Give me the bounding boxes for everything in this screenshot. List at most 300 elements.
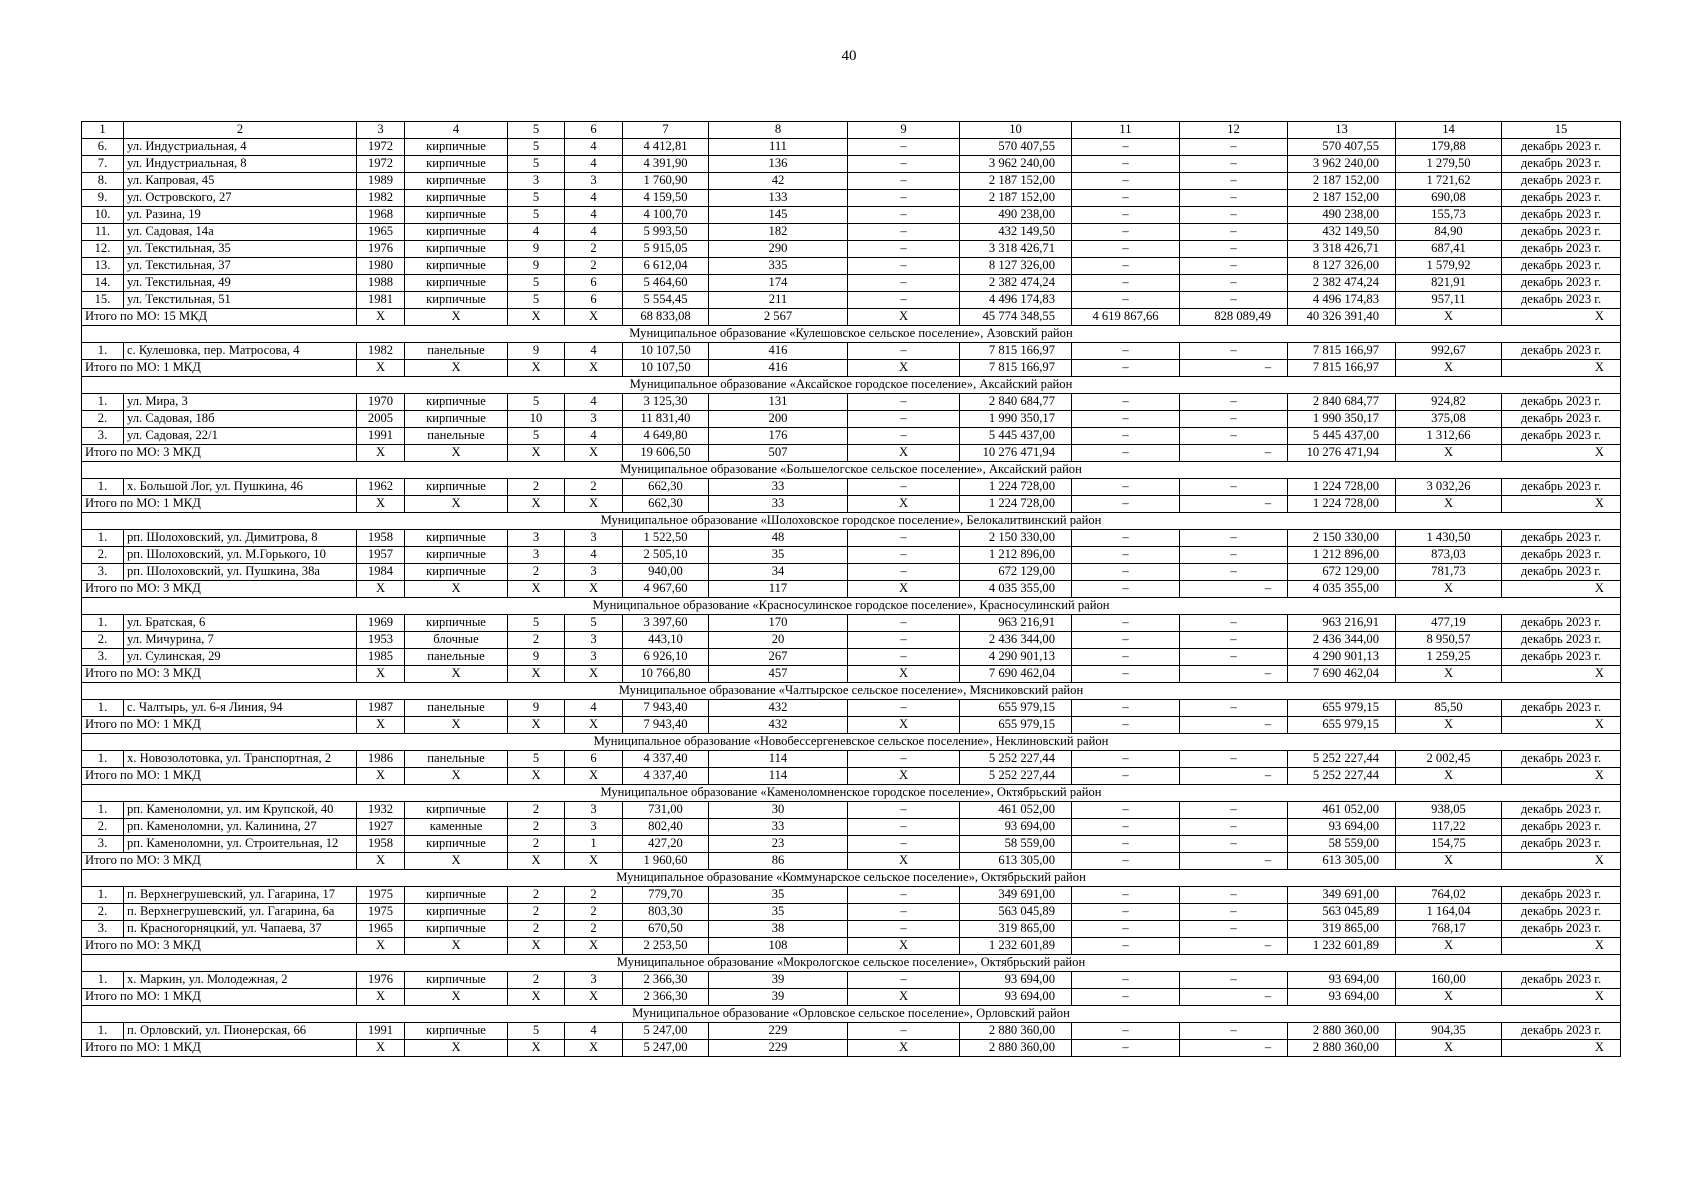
table-cell: – xyxy=(848,530,960,547)
total-cell: – xyxy=(1180,581,1288,598)
table-cell: декабрь 2023 г. xyxy=(1502,241,1621,258)
table-cell: 5 247,00 xyxy=(623,1023,709,1040)
total-cell: – xyxy=(1072,666,1180,683)
table-cell: 3 xyxy=(508,530,565,547)
total-cell: X xyxy=(508,853,565,870)
total-row xyxy=(82,309,1621,326)
table-cell: 1957 xyxy=(357,547,405,564)
table-cell: 4 xyxy=(565,224,623,241)
table-cell: 1991 xyxy=(357,1023,405,1040)
table-cell: 2 436 344,00 xyxy=(1288,632,1396,649)
table-cell: – xyxy=(1072,428,1180,445)
table-cell: – xyxy=(848,904,960,921)
row-number: 12. xyxy=(82,241,124,258)
page-number: 40 xyxy=(841,48,857,64)
total-cell: – xyxy=(1072,581,1180,598)
total-cell: – xyxy=(1072,989,1180,1006)
table-cell: 4 391,90 xyxy=(623,156,709,173)
table-cell: 182 xyxy=(709,224,848,241)
table-cell: – xyxy=(848,751,960,768)
total-cell: 1 232 601,89 xyxy=(1288,938,1396,955)
table-cell: 432 149,50 xyxy=(960,224,1072,241)
section-title: Муниципальное образование «Шолоховское городское поселение», Белокалитвинский район xyxy=(82,513,1621,530)
total-cell: 828 089,49 xyxy=(1180,309,1288,326)
table-cell: – xyxy=(1180,819,1288,836)
total-row xyxy=(82,496,1621,513)
table-cell: 2 382 474,24 xyxy=(960,275,1072,292)
column-number: 13 xyxy=(1288,122,1396,139)
total-cell: – xyxy=(1180,717,1288,734)
table-cell: декабрь 2023 г. xyxy=(1502,1023,1621,1040)
table-cell: 2 002,45 xyxy=(1396,751,1502,768)
row-number: 2. xyxy=(82,819,124,836)
table-cell: 1969 xyxy=(357,615,405,632)
table-cell: – xyxy=(1072,547,1180,564)
table-cell: 335 xyxy=(709,258,848,275)
table-cell: 672 129,00 xyxy=(960,564,1072,581)
total-cell: 86 xyxy=(709,853,848,870)
section-title: Муниципальное образование «Коммунарское сельское поселение», Октябрьский район xyxy=(82,870,1621,887)
table-cell: 924,82 xyxy=(1396,394,1502,411)
table-cell: 229 xyxy=(709,1023,848,1040)
table-cell: 9 xyxy=(508,258,565,275)
table-cell: 3 962 240,00 xyxy=(1288,156,1396,173)
table-row xyxy=(82,632,1621,649)
table-cell: декабрь 2023 г. xyxy=(1502,173,1621,190)
column-number: 4 xyxy=(405,122,508,139)
table-cell: 2 187 152,00 xyxy=(960,173,1072,190)
total-cell: 114 xyxy=(709,768,848,785)
total-cell: – xyxy=(1180,853,1288,870)
section-title: Муниципальное образование «Каменоломненское городское поселение», Октябрьский район xyxy=(82,785,1621,802)
row-number: 1. xyxy=(82,394,124,411)
total-cell: 10 107,50 xyxy=(623,360,709,377)
table-cell: – xyxy=(848,615,960,632)
row-number: 1. xyxy=(82,802,124,819)
table-cell: – xyxy=(848,292,960,309)
table-cell: – xyxy=(848,564,960,581)
table-cell: 992,67 xyxy=(1396,343,1502,360)
table-cell: – xyxy=(848,819,960,836)
table-cell: 5 xyxy=(508,156,565,173)
total-cell: – xyxy=(1180,938,1288,955)
address-cell: рп. Каменоломни, ул. Строительная, 12 xyxy=(124,836,357,853)
table-cell: – xyxy=(1072,802,1180,819)
total-row xyxy=(82,360,1621,377)
table-cell: декабрь 2023 г. xyxy=(1502,292,1621,309)
table-cell: 963 216,91 xyxy=(1288,615,1396,632)
table-cell: 3 032,26 xyxy=(1396,479,1502,496)
table-cell: 4 337,40 xyxy=(623,751,709,768)
table-cell: 803,30 xyxy=(623,904,709,921)
section-header-row xyxy=(82,462,1621,479)
table-cell: 1 312,66 xyxy=(1396,428,1502,445)
address-cell: ул. Капровая, 45 xyxy=(124,173,357,190)
table-cell: 290 xyxy=(709,241,848,258)
table-cell: 3 xyxy=(565,530,623,547)
total-cell: X xyxy=(508,717,565,734)
column-number: 12 xyxy=(1180,122,1288,139)
table-cell: 2 xyxy=(508,479,565,496)
total-cell: X xyxy=(565,938,623,955)
table-cell: панельные xyxy=(405,751,508,768)
row-number: 1. xyxy=(82,530,124,547)
table-cell: 490 238,00 xyxy=(960,207,1072,224)
total-cell: X xyxy=(1502,445,1621,462)
table-cell: – xyxy=(1180,207,1288,224)
total-cell: X xyxy=(1502,853,1621,870)
table-cell: кирпичные xyxy=(405,530,508,547)
total-cell: 39 xyxy=(709,989,848,1006)
table-cell: 267 xyxy=(709,649,848,666)
table-row xyxy=(82,649,1621,666)
total-cell: X xyxy=(848,717,960,734)
total-cell: X xyxy=(1502,360,1621,377)
table-cell: 154,75 xyxy=(1396,836,1502,853)
table-row xyxy=(82,819,1621,836)
row-number: 13. xyxy=(82,258,124,275)
table-cell: 2 xyxy=(508,802,565,819)
total-cell: X xyxy=(405,989,508,1006)
address-cell: ул. Текстильная, 49 xyxy=(124,275,357,292)
total-cell: X xyxy=(405,445,508,462)
section-title: Муниципальное образование «Большелогское сельское поселение», Аксайский район xyxy=(82,462,1621,479)
total-cell: X xyxy=(405,1040,508,1057)
total-cell: 4 619 867,66 xyxy=(1072,309,1180,326)
total-cell: 7 690 462,04 xyxy=(1288,666,1396,683)
table-cell: 39 xyxy=(709,972,848,989)
table-cell: 8 127 326,00 xyxy=(1288,258,1396,275)
total-cell: – xyxy=(1072,1040,1180,1057)
total-cell: 613 305,00 xyxy=(960,853,1072,870)
table-cell: 58 559,00 xyxy=(960,836,1072,853)
table-cell: – xyxy=(1072,836,1180,853)
row-number: 15. xyxy=(82,292,124,309)
table-cell: кирпичные xyxy=(405,836,508,853)
total-cell: X xyxy=(508,309,565,326)
row-number: 3. xyxy=(82,564,124,581)
total-cell: X xyxy=(848,496,960,513)
table-cell: 904,35 xyxy=(1396,1023,1502,1040)
table-cell: – xyxy=(848,207,960,224)
total-cell: – xyxy=(1072,496,1180,513)
total-cell: X xyxy=(1396,768,1502,785)
table-cell: 477,19 xyxy=(1396,615,1502,632)
table-cell: – xyxy=(1072,819,1180,836)
table-cell: 670,50 xyxy=(623,921,709,938)
table-cell: декабрь 2023 г. xyxy=(1502,258,1621,275)
table-row xyxy=(82,258,1621,275)
table-cell: 4 xyxy=(565,139,623,156)
table-cell: – xyxy=(1180,224,1288,241)
table-cell: 2 xyxy=(508,564,565,581)
total-cell: X xyxy=(565,1040,623,1057)
section-title: Муниципальное образование «Красносулинское городское поселение», Красносулинский район xyxy=(82,598,1621,615)
column-number: 9 xyxy=(848,122,960,139)
table-cell: 2 840 684,77 xyxy=(960,394,1072,411)
total-cell: X xyxy=(1502,666,1621,683)
table-cell: 349 691,00 xyxy=(1288,887,1396,904)
table-cell: 2 xyxy=(565,479,623,496)
table-cell: 5 xyxy=(508,190,565,207)
table-cell: 133 xyxy=(709,190,848,207)
table-cell: 940,00 xyxy=(623,564,709,581)
table-cell: 2 187 152,00 xyxy=(960,190,1072,207)
total-row xyxy=(82,1040,1621,1057)
table-cell: 1989 xyxy=(357,173,405,190)
column-number: 8 xyxy=(709,122,848,139)
table-cell: 2 187 152,00 xyxy=(1288,190,1396,207)
table-cell: 1 721,62 xyxy=(1396,173,1502,190)
table-cell: 461 052,00 xyxy=(1288,802,1396,819)
table-cell: – xyxy=(1180,1023,1288,1040)
total-cell: X xyxy=(1502,989,1621,1006)
table-cell: панельные xyxy=(405,649,508,666)
table-cell: 5 xyxy=(508,139,565,156)
total-cell: X xyxy=(1396,989,1502,1006)
total-label: Итого по МО: 3 МКД xyxy=(82,666,357,683)
total-cell: 662,30 xyxy=(623,496,709,513)
table-cell: – xyxy=(848,173,960,190)
table-cell: декабрь 2023 г. xyxy=(1502,802,1621,819)
total-cell: X xyxy=(357,768,405,785)
table-cell: 85,50 xyxy=(1396,700,1502,717)
total-cell: X xyxy=(1396,666,1502,683)
table-cell: – xyxy=(1072,1023,1180,1040)
table-cell: – xyxy=(1180,972,1288,989)
table-cell: 1 760,90 xyxy=(623,173,709,190)
total-cell: 19 606,50 xyxy=(623,445,709,462)
table-cell: 4 290 901,13 xyxy=(1288,649,1396,666)
total-cell: – xyxy=(1072,938,1180,955)
table-row xyxy=(82,479,1621,496)
table-cell: – xyxy=(848,836,960,853)
table-cell: 938,05 xyxy=(1396,802,1502,819)
address-cell: ул. Индустриальная, 8 xyxy=(124,156,357,173)
table-cell: 768,17 xyxy=(1396,921,1502,938)
table-cell: – xyxy=(1072,394,1180,411)
table-cell: 111 xyxy=(709,139,848,156)
table-cell: 570 407,55 xyxy=(1288,139,1396,156)
table-row xyxy=(82,615,1621,632)
table-cell: 9 xyxy=(508,343,565,360)
table-cell: – xyxy=(1072,275,1180,292)
table-cell: – xyxy=(1072,564,1180,581)
table-cell: – xyxy=(1072,207,1180,224)
total-row xyxy=(82,717,1621,734)
table-cell: 20 xyxy=(709,632,848,649)
address-cell: ул. Мичурина, 7 xyxy=(124,632,357,649)
total-cell: X xyxy=(1502,581,1621,598)
table-cell: 7 815 166,97 xyxy=(960,343,1072,360)
table-cell: 35 xyxy=(709,547,848,564)
total-cell: X xyxy=(1396,938,1502,955)
total-cell: X xyxy=(508,581,565,598)
total-cell: – xyxy=(1180,496,1288,513)
table-cell: 38 xyxy=(709,921,848,938)
table-cell: 3 xyxy=(565,819,623,836)
table-cell: кирпичные xyxy=(405,615,508,632)
total-cell: X xyxy=(357,989,405,1006)
total-cell: X xyxy=(565,853,623,870)
total-cell: X xyxy=(508,360,565,377)
total-cell: 93 694,00 xyxy=(960,989,1072,1006)
table-cell: 3 962 240,00 xyxy=(960,156,1072,173)
table-cell: декабрь 2023 г. xyxy=(1502,819,1621,836)
table-cell: 34 xyxy=(709,564,848,581)
total-cell: X xyxy=(1502,768,1621,785)
table-cell: – xyxy=(1072,139,1180,156)
table-cell: – xyxy=(1180,615,1288,632)
table-cell: 3 xyxy=(565,632,623,649)
table-cell: 7 943,40 xyxy=(623,700,709,717)
table-cell: – xyxy=(1180,904,1288,921)
table-cell: 6 xyxy=(565,751,623,768)
table-cell: – xyxy=(848,479,960,496)
row-number: 1. xyxy=(82,887,124,904)
table-cell: кирпичные xyxy=(405,258,508,275)
table-cell: кирпичные xyxy=(405,207,508,224)
table-row xyxy=(82,904,1621,921)
table-row xyxy=(82,139,1621,156)
section-header-row xyxy=(82,377,1621,394)
table-cell: кирпичные xyxy=(405,190,508,207)
table-cell: 58 559,00 xyxy=(1288,836,1396,853)
total-cell: X xyxy=(357,581,405,598)
table-cell: – xyxy=(1180,547,1288,564)
table-row xyxy=(82,275,1621,292)
table-body xyxy=(82,122,1621,1057)
table-cell: кирпичные xyxy=(405,802,508,819)
total-cell: 108 xyxy=(709,938,848,955)
table-cell: – xyxy=(1072,649,1180,666)
table-row xyxy=(82,530,1621,547)
table-cell: 1980 xyxy=(357,258,405,275)
total-cell: – xyxy=(1180,666,1288,683)
table-cell: 93 694,00 xyxy=(960,819,1072,836)
section-header-row xyxy=(82,955,1621,972)
table-cell: декабрь 2023 г. xyxy=(1502,139,1621,156)
table-cell: 2 xyxy=(508,904,565,921)
table-cell: 23 xyxy=(709,836,848,853)
table-cell: 136 xyxy=(709,156,848,173)
table-cell: 42 xyxy=(709,173,848,190)
total-cell: 10 766,80 xyxy=(623,666,709,683)
total-cell: 1 960,60 xyxy=(623,853,709,870)
table-cell: – xyxy=(1072,411,1180,428)
address-cell: п. Верхнегрушевский, ул. Гагарина, 17 xyxy=(124,887,357,904)
column-number: 11 xyxy=(1072,122,1180,139)
table-cell: 2 xyxy=(508,887,565,904)
table-cell: 5 xyxy=(508,207,565,224)
table-cell: 963 216,91 xyxy=(960,615,1072,632)
address-cell: рп. Шолоховский, ул. Димитрова, 8 xyxy=(124,530,357,547)
table-cell: декабрь 2023 г. xyxy=(1502,615,1621,632)
table-cell: 6 xyxy=(565,275,623,292)
table-cell: декабрь 2023 г. xyxy=(1502,428,1621,445)
table-cell: декабрь 2023 г. xyxy=(1502,649,1621,666)
table-cell: 662,30 xyxy=(623,479,709,496)
total-cell: X xyxy=(1396,360,1502,377)
table-cell: 655 979,15 xyxy=(960,700,1072,717)
row-number: 3. xyxy=(82,921,124,938)
table-cell: 5 xyxy=(508,615,565,632)
table-cell: 672 129,00 xyxy=(1288,564,1396,581)
table-cell: 490 238,00 xyxy=(1288,207,1396,224)
table-cell: – xyxy=(1072,921,1180,938)
table-cell: 3 125,30 xyxy=(623,394,709,411)
table-cell: 4 xyxy=(565,547,623,564)
table-cell: 1 990 350,17 xyxy=(1288,411,1396,428)
row-number: 3. xyxy=(82,836,124,853)
table-cell: 5 xyxy=(508,751,565,768)
table-cell: 2 xyxy=(508,972,565,989)
table-cell: 957,11 xyxy=(1396,292,1502,309)
total-cell: 4 035 355,00 xyxy=(1288,581,1396,598)
row-number: 8. xyxy=(82,173,124,190)
total-cell: X xyxy=(848,989,960,1006)
total-label: Итого по МО: 3 МКД xyxy=(82,938,357,955)
total-cell: X xyxy=(405,360,508,377)
section-header-row xyxy=(82,326,1621,343)
table-cell: – xyxy=(1180,292,1288,309)
table-cell: 2 187 152,00 xyxy=(1288,173,1396,190)
table-cell: 319 865,00 xyxy=(1288,921,1396,938)
table-cell: 1 259,25 xyxy=(1396,649,1502,666)
section-title: Муниципальное образование «Орловское сельское поселение», Орловский район xyxy=(82,1006,1621,1023)
table-cell: 93 694,00 xyxy=(1288,819,1396,836)
table-cell: 5 252 227,44 xyxy=(960,751,1072,768)
table-row xyxy=(82,241,1621,258)
total-cell: X xyxy=(1396,581,1502,598)
table-cell: 1958 xyxy=(357,530,405,547)
table-cell: 5 445 437,00 xyxy=(1288,428,1396,445)
table-cell: 117,22 xyxy=(1396,819,1502,836)
table-cell: 4 xyxy=(565,428,623,445)
table-cell: – xyxy=(848,275,960,292)
total-cell: X xyxy=(848,853,960,870)
table-cell: 2 xyxy=(565,241,623,258)
table-cell: 3 xyxy=(565,411,623,428)
table-row xyxy=(82,190,1621,207)
table-cell: 1958 xyxy=(357,836,405,853)
table-cell: 1972 xyxy=(357,139,405,156)
total-cell: X xyxy=(357,1040,405,1057)
table-cell: 1 430,50 xyxy=(1396,530,1502,547)
table-cell: 114 xyxy=(709,751,848,768)
total-cell: 117 xyxy=(709,581,848,598)
table-cell: – xyxy=(1180,241,1288,258)
table-cell: панельные xyxy=(405,700,508,717)
address-cell: п. Красногорняцкий, ул. Чапаева, 37 xyxy=(124,921,357,938)
address-cell: п. Верхнегрушевский, ул. Гагарина, 6а xyxy=(124,904,357,921)
table-cell: кирпичные xyxy=(405,479,508,496)
table-cell: – xyxy=(848,1023,960,1040)
table-cell: декабрь 2023 г. xyxy=(1502,190,1621,207)
table-row xyxy=(82,751,1621,768)
table-cell: 1991 xyxy=(357,428,405,445)
table-cell: декабрь 2023 г. xyxy=(1502,921,1621,938)
table-row xyxy=(82,343,1621,360)
address-cell: ул. Садовая, 22/1 xyxy=(124,428,357,445)
total-cell: 4 967,60 xyxy=(623,581,709,598)
total-cell: X xyxy=(848,360,960,377)
table-cell: кирпичные xyxy=(405,904,508,921)
table-cell: кирпичные xyxy=(405,972,508,989)
table-cell: декабрь 2023 г. xyxy=(1502,156,1621,173)
table-cell: 1 224 728,00 xyxy=(960,479,1072,496)
table-cell: – xyxy=(848,632,960,649)
